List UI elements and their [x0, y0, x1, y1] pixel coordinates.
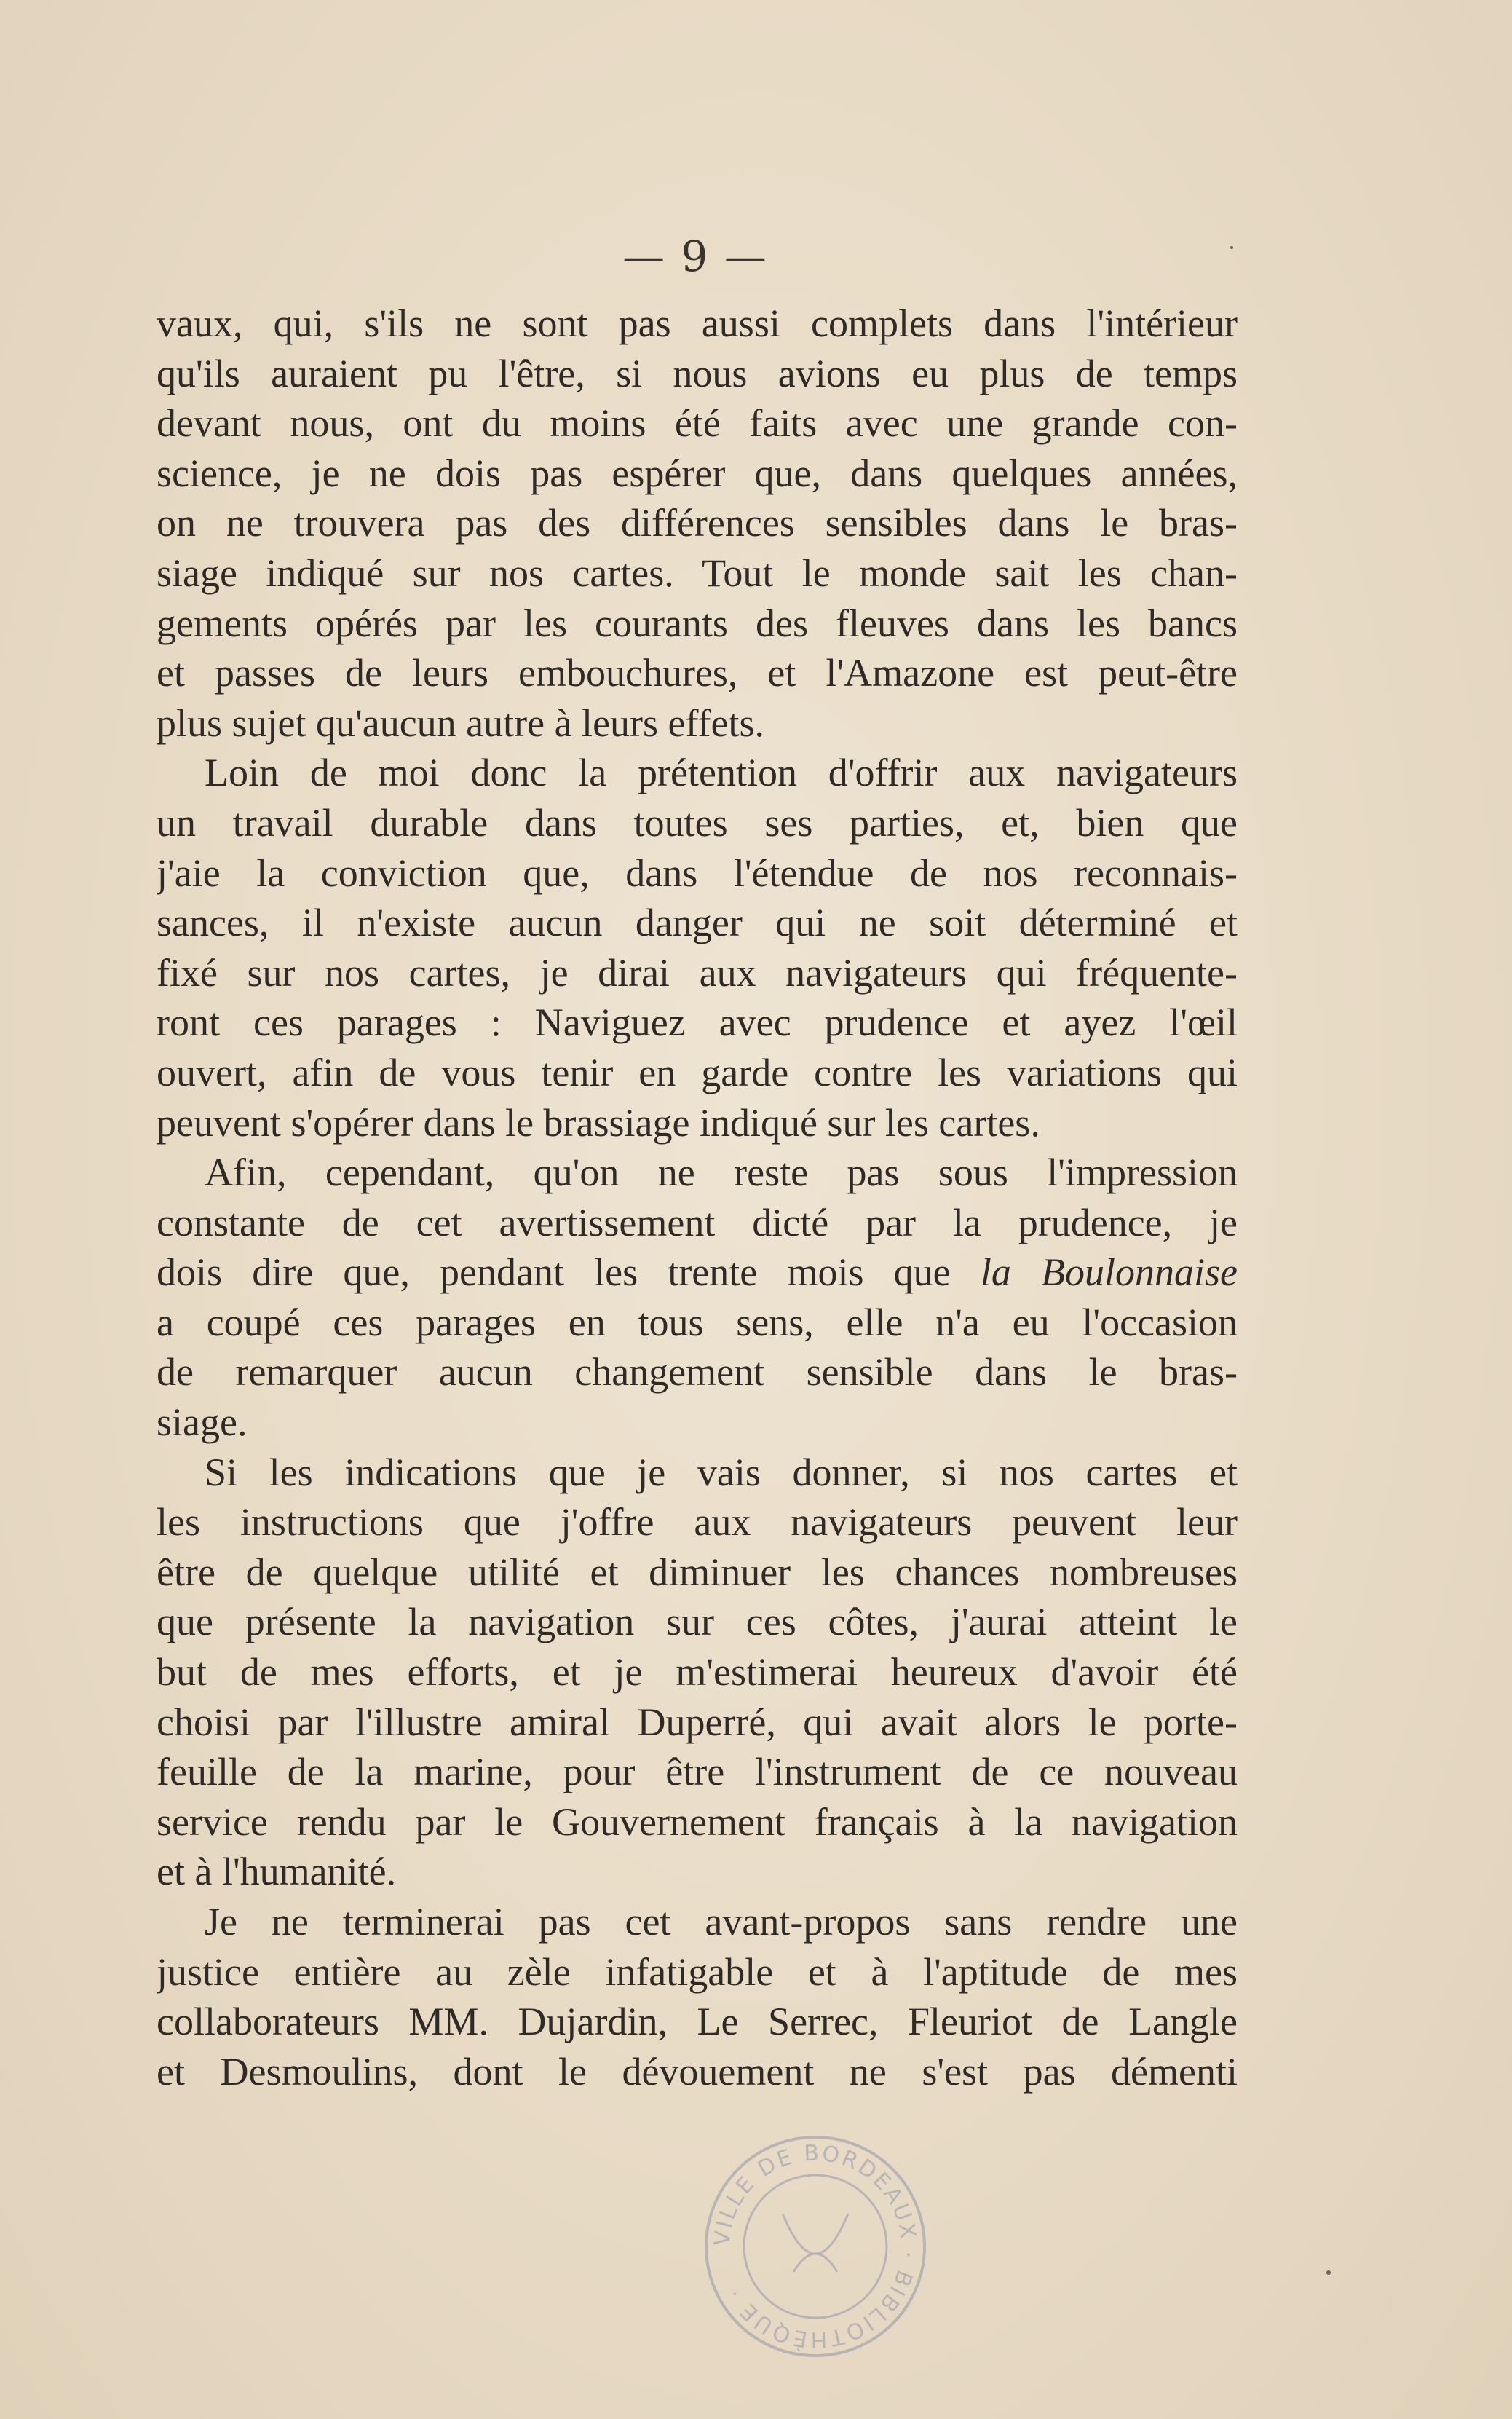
- page-number: — 9 —: [622, 232, 768, 281]
- text-line: on ne trouvera pas des différences sensibles dans le bras-: [157, 501, 1238, 545]
- text-line: fixé sur nos cartes, je dirai aux navigateurs qui fréquente-: [157, 950, 1238, 995]
- text-line: j'aie la conviction que, dans l'étendue de nos reconnais-: [157, 851, 1238, 895]
- text-line: a coupé ces parages en tous sens, elle n'a eu l'occasion: [157, 1300, 1238, 1344]
- text-line: peuvent s'opérer dans le brassiage indiqué sur les cartes.: [157, 1100, 1040, 1145]
- text-line: but de mes efforts, et je m'estimerai heureux d'avoir été: [157, 1650, 1238, 1694]
- text-line: collaborateurs MM. Dujardin, Le Serrec, Fleuriot de Langle: [157, 2000, 1238, 2044]
- text-line: les instructions que j'offre aux navigateurs peuvent leur: [157, 1500, 1238, 1544]
- text-line: Si les indications que je vais donner, si nos cartes et: [205, 1450, 1238, 1494]
- text-line: ouvert, afin de vous tenir en garde contre les variations qui: [157, 1050, 1238, 1094]
- svg-text:VILLE DE BORDEAUX · BIBLIOTHÈQ: [710, 2141, 921, 2353]
- text-line: Afin, cependant, qu'on ne reste pas sous l'impression: [205, 1151, 1238, 1195]
- text-line: de remarquer aucun changement sensible dans le bras-: [157, 1350, 1238, 1394]
- text-line: constante de cet avertissement dicté par la prudence, je: [157, 1200, 1238, 1244]
- paper-speck: [1230, 246, 1233, 249]
- text-line: service rendu par le Gouvernement français à la navigation: [157, 1799, 1238, 1844]
- text-line: que présente la navigation sur ces côtes, j'aurai atteint le: [157, 1600, 1238, 1644]
- text-line: justice entière au zèle infatigable et à l'aptitude de mes: [157, 1949, 1238, 1994]
- text-line: et Desmoulins, dont le dévouement ne s'est pas démenti: [157, 2049, 1238, 2094]
- text-line: être de quelque utilité et diminuer les chances nombreuses: [157, 1550, 1238, 1594]
- ship-name: la Boulonnaise: [980, 1250, 1238, 1295]
- text-line: vaux, qui, s'ils ne sont pas aussi complets dans l'intérieur: [157, 301, 1238, 345]
- text-line: siage.: [157, 1400, 248, 1445]
- text-line: un travail durable dans toutes ses parties, et, bien que: [157, 800, 1238, 845]
- text-line: sances, il n'existe aucun danger qui ne soit déterminé et: [157, 901, 1238, 945]
- text-line: siage indiqué sur nos cartes. Tout le monde sait les chan-: [157, 551, 1238, 595]
- text-line: ront ces parages : Naviguez avec prudence et ayez l'œil: [157, 1001, 1238, 1045]
- text-line: et à l'humanité.: [157, 1850, 397, 1894]
- text-line: plus sujet qu'aucun autre à leurs effets.: [157, 701, 764, 745]
- paper-speck: [1326, 2270, 1331, 2275]
- text-line: et passes de leurs embouchures, et l'Amazone est peut-être: [157, 651, 1238, 695]
- text-line: feuille de la marine, pour être l'instrument de ce nouveau: [157, 1750, 1238, 1794]
- text-line: [157, 1247, 1238, 1298]
- stamp-text: VILLE DE BORDEAUX · BIBLIOTHÈQUE ·: [709, 2140, 922, 2353]
- text-line: devant nous, ont du moins été faits avec une grande con-: [157, 401, 1238, 446]
- text-line: choisi par l'illustre amiral Duperré, qui avait alors le porte-: [157, 1700, 1238, 1744]
- text-line: science, je ne dois pas espérer que, dans quelques années,: [157, 451, 1238, 495]
- text-line: Je ne terminerai pas cet avant-propos sans rendre une: [205, 1900, 1238, 1944]
- library-stamp: [695, 2126, 935, 2367]
- body-text: [157, 299, 1238, 2096]
- text-line: gements opérés par les courants des fleuves dans les bancs: [157, 601, 1238, 645]
- text-span: dois dire que, pendant les trente mois que: [157, 1250, 981, 1295]
- text-line: qu'ils auraient pu l'être, si nous avions eu plus de temps: [157, 351, 1238, 395]
- text-line: Loin de moi donc la prétention d'offrir aux navigateurs: [205, 751, 1238, 795]
